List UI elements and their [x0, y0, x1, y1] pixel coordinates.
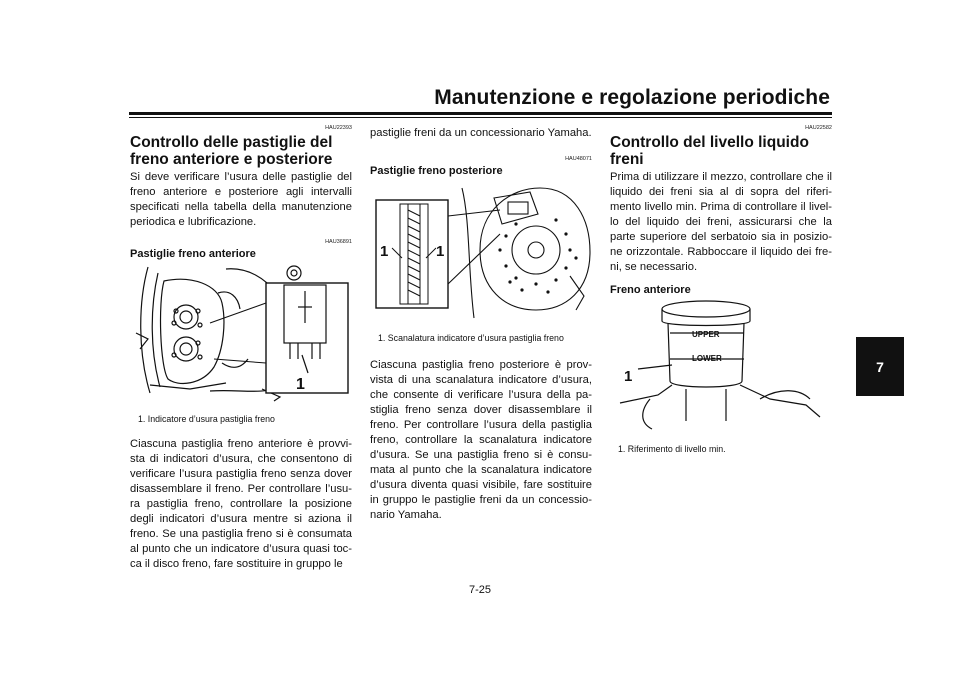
subheading-front-pads: Pastiglie freno anteriore — [130, 248, 256, 260]
reservoir-illustration — [610, 299, 832, 433]
section-heading: Controllo del livello liquido freni — [610, 134, 809, 168]
rear-caliper-illustration — [370, 180, 592, 322]
header-rule-thin — [129, 117, 832, 118]
continuation-paragraph: pastiglie freni da un concessionario Yamaha. — [370, 127, 592, 139]
middle-column — [370, 122, 592, 523]
figure-callout-left: 1 — [380, 243, 389, 260]
caption-text: Scanalatura indicatore d’usura pastiglia freno — [387, 333, 564, 343]
figure-callout: 1 — [624, 368, 633, 385]
brake-fluid-reservoir-figure — [610, 299, 832, 438]
figure-caption — [138, 414, 352, 425]
intro-paragraph: Si deve verificare l’usura delle pastiglie del freno anteriore e posteriore agli intervalli specificati nella tabella della manutenzione periodica e lubrificazione. — [130, 171, 352, 228]
lower-level-mark: LOWER — [692, 354, 722, 363]
header-rule — [129, 112, 832, 115]
section-code: HAU36891 — [325, 239, 352, 245]
left-column — [130, 122, 352, 572]
subheading-front-brake: Freno anteriore — [610, 284, 691, 296]
section-code: HAU22582 — [805, 125, 832, 131]
subheading-rear-pads: Pastiglie freno posteriore — [370, 165, 503, 177]
figure-caption — [618, 444, 832, 455]
caption-number: 1. — [138, 414, 146, 424]
section-code: HAU48071 — [565, 156, 592, 162]
rear-pads-body: Ciascuna pastiglia freno posteriore è prov-vista di una scanalatura indicatore d’usura, che consente di verificare l’usura della pa-stiglia freno senza dover disassemblare il freno. Per controllare l’usura della pastiglia freno, controllare la scanalatura indicatore d’usura. Se una pastiglia freno si è consu-mata al punto che la scanalatura indicatore d’usura diventa quasi visibile, fare sostituire in gruppo le pastiglie freni da un concessio-nario Yamaha. — [370, 359, 592, 521]
figure-caption — [378, 333, 592, 344]
rear-brake-pad-figure — [370, 180, 592, 327]
page-header-title: Manutenzione e regolazione periodiche — [434, 86, 830, 109]
front-brake-pad-figure — [130, 263, 352, 408]
figure-callout-right: 1 — [436, 243, 445, 260]
section-code: HAU22393 — [325, 125, 352, 131]
chapter-tab[interactable] — [856, 337, 904, 396]
front-caliper-illustration — [130, 263, 352, 403]
page-number: 7-25 — [468, 584, 492, 596]
caption-number: 1. — [618, 444, 626, 454]
caption-text: Riferimento di livello min. — [627, 444, 726, 454]
caption-text: Indicatore d’usura pastiglia freno — [147, 414, 275, 424]
brake-fluid-body: Prima di utilizzare il mezzo, controllare che il liquido dei freni sia al di sopra del riferi-mento livello min. Prima di controllare il livel-lo del liquido dei freni, assicurarsi che la parte superiore del serbatoio sia in posizio-ne orizzontale. Rabboccare il liquido dei fre-ni, se necessario. — [610, 171, 832, 273]
chapter-number: 7 — [876, 358, 884, 375]
figure-callout: 1 — [296, 376, 305, 393]
upper-level-mark: UPPER — [692, 330, 720, 339]
right-column — [610, 122, 832, 455]
section-heading: Controllo delle pastiglie del freno anteriore e posteriore — [130, 134, 333, 168]
front-pads-body: Ciascuna pastiglia freno anteriore è provvi-sta di indicatori d’usura, che consentono di verificare l’usura pastiglia freno senza dover disassemblare il freno. Per controllare l’usu-ra pastiglia freno, controllare la posizione degli indicatori d’usura mentre si aziona il freno. Se una pastiglia freno si è consumata al punto che un indicatore d’usura quasi toc-ca il disco freno, fare sostituire in gruppo le — [130, 438, 352, 570]
caption-number: 1. — [378, 333, 386, 343]
